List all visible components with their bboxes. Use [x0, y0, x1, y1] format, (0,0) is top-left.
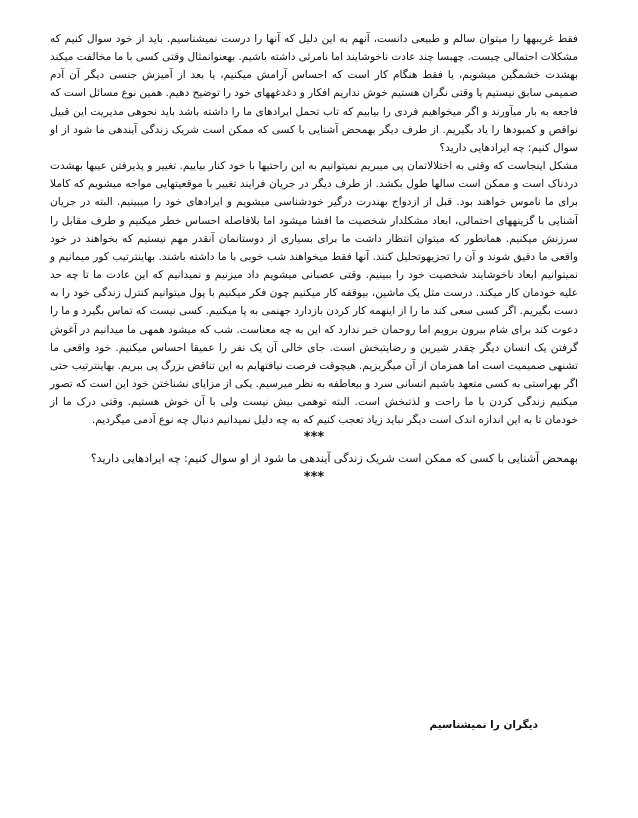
document-body — [50, 30, 578, 487]
paragraph-2: مشکل اینجاست که وقتی به اختلالاتمان پی میبریم نمیتوانیم به این راحتیها با خود کنار بیاییم. تغییر و پذیرفتن عیبها بهشدت دردناک است و ممکن است سالها طول بکشد. از طرف دیگر در جریان فرایند تغییر با موقعیتهایی مواجه میشویم که کاملا برای ما ناموس خواهند بود. قبل از ازدواج بهندرت درگیر خودشناسی میشویم و ایرادهای خود را میبینیم. البته در جریان آشنایی با گزینههای احتمالی، ابعاد مشکلدار شخصیت ما افشا میشود اما بلافاصله احساس خطر میکنیم و طرف مقابل را سرزنش میکنیم. همانطور که میتوان انتظار داشت ما برای بسیاری از دوستانمان آنقدر مهم نیستیم که بخواهند در خود واقعی ما دقیق شوند و آن را تجزیهوتحلیل کنند. آنها فقط میخواهند شب خوبی با ما داشته باشند. بهاینترتیب کور میمانیم و نمیتوانیم ابعاد ناخوشایند شخصیت خود را ببینیم. وقتی عصبانی میشویم داد میزنیم و نمیدانیم که این عادت ما تا چه حد علیه خودمان کار میکند. درست مثل یک ماشین، بیوقفه کار میکنیم چون فکر میکنیم با پول میتوانیم کنترل زندگی خود را به دست بگیریم. اگر کسی سعی کند ما را از اینهمه کار کردن بازدارد جهنمی به پا میکنیم. کسی نیست که تماس بگیرد و ما را دعوت کند برای شام بیرون برویم اما روحمان خبر ندارد که این به چه معناست. شب که میشود همهی ما میدانیم در آغوش گرفتن یک انسان دیگر چقدر شیرین و رضایتبخش است. جای خالی آن یک نفر را عمیقا احساس میکنیم. خود واقعی ما تشنهی صمیمیت است اما همزمان از آن میگریزیم. هیچوقت فرصت نیافتهایم به این تناقض بزرگ پی ببریم. بهاینترتیب حتی اگر بهراستی به کسی متعهد باشیم انسانی سرد و بیعاطفه به نظر میرسیم. یکی از مزایای نشناختن خود این است که تصور میکنیم زندگی کردن با ما راحت و لذتبخش است. البته توهمی بیش نیست ولی با آن خوش هستیم. وقتی درک ما از خودمان تا به این اندازه اندک است دیگر نباید زیاد تعجب کنیم که به چه دلیل نمیدانیم دنبال چه نوع آدمی میگردیم. — [50, 160, 578, 427]
paragraph-1: فقط غریبهها را میتوان سالم و طبیعی دانست، آنهم به این دلیل که آنها را درست نمیشناسیم. باید از خود سوال کنیم که مشکلات احتمالی چیست. چهبسا چند عادت ناخوشایند اما نامرئی داشته باشیم. بهعنوانمثال وقتی کسی با ما مخالفت میکند بهشدت خشمگین میشویم، یا فقط هنگام کار است که احساس آرامش میکنیم، یا بعد از آمیزش جنسی دیگر آن آدم صمیمی سابق نیستیم یا وقتی نگران هستیم خوش نداریم افکار و دغدغههای خود را توضیح دهیم. همین نوع مسائل است که فاجعه به بار میآورند و اگر میخواهیم فردی را بیابیم که تاب تحمل ایرادهای ما را داشته باشد باید نحوهی مدیریت این قبیل نواقص و کمبودها را یاد بگیریم. از طرف دیگر بهمحض آشنایی با کسی که ممکن است شریک زندگی آیندهی ما شود از او سوال کنیم: چه ایرادهایی دارید؟ — [50, 33, 578, 154]
section-separator-2: *** — [303, 470, 325, 486]
section-separator-1: *** — [303, 430, 325, 446]
pull-quote: بهمحض آشنایی با کسی که ممکن است شریک زندگی آیندهی ما شود از او سوال کنیم: چه ایرادهایی دارید؟ — [90, 452, 578, 466]
running-footer: دیگران را نمیشناسیم — [429, 719, 538, 731]
